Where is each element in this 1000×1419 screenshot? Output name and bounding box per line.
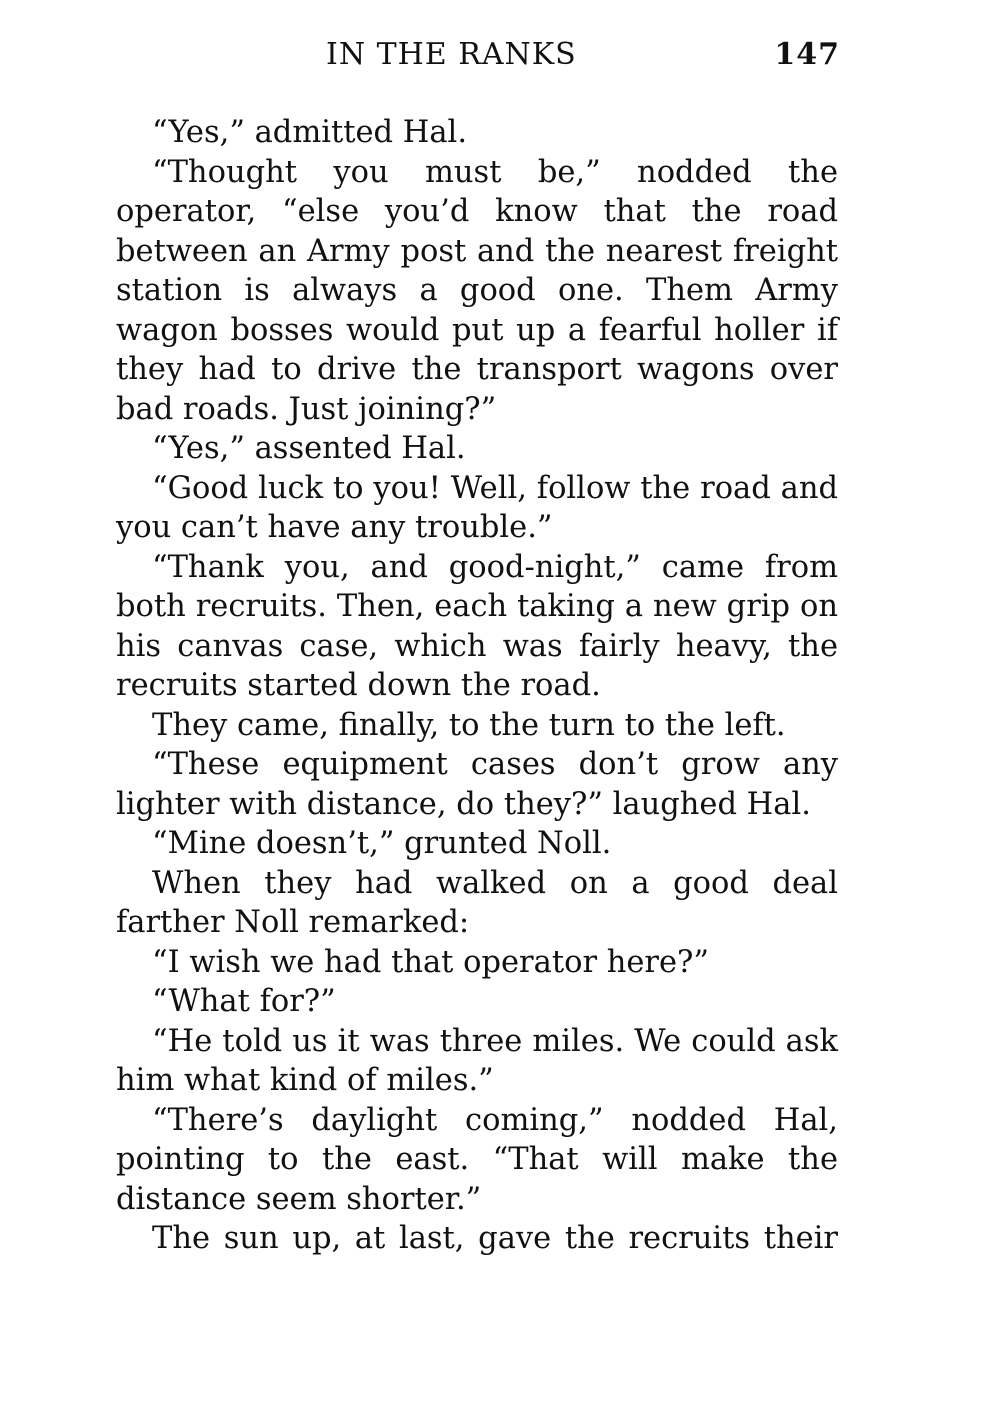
paragraph: “Thank you, and good-night,” came from both recruits. Then, each taking a new grip on his canvas case, which was fairly heavy, the recruits started down the road. [116, 549, 838, 703]
paragraph: When they had walked on a good deal farther Noll remarked: [116, 865, 838, 940]
paragraph: “Mine doesn’t,” grunted Noll. [152, 826, 612, 861]
page-number: 147 [774, 37, 840, 72]
paragraph: “He told us it was three miles. We could ask him what kind of miles.” [116, 1023, 838, 1098]
paragraph: They came, finally, to the turn to the left. [152, 707, 786, 743]
paragraph: “These equipment cases don’t grow any lighter with distance, do they?” laughed Hal. [116, 747, 838, 822]
paragraph: “Good luck to you! Well, follow the road and you can’t have any trouble.” [116, 470, 838, 545]
running-title: IN THE RANKS [326, 37, 577, 72]
paragraph: “Yes,” admitted Hal. [152, 115, 468, 150]
paragraph: “Thought you must be,” nodded the operator, “else you’d know that the road between an Army post and the nearest freight station is always a good one. Them Army wagon bosses would put up a fearful holler if they had to drive the transport wagons over bad roads. Just joining?” [116, 154, 838, 427]
paragraph: “There’s daylight coming,” nodded Hal, pointing to the east. “That will make the distance seem shorter.” [116, 1102, 838, 1217]
paragraph: “What for?” [152, 984, 336, 1019]
paragraph: “I wish we had that operator here?” [152, 944, 709, 980]
page-header [116, 30, 840, 80]
body-text [116, 113, 838, 1259]
paragraph: “Yes,” assented Hal. [152, 431, 466, 466]
paragraph-continued: The sun up, at last, gave the recruits their [152, 1221, 838, 1256]
